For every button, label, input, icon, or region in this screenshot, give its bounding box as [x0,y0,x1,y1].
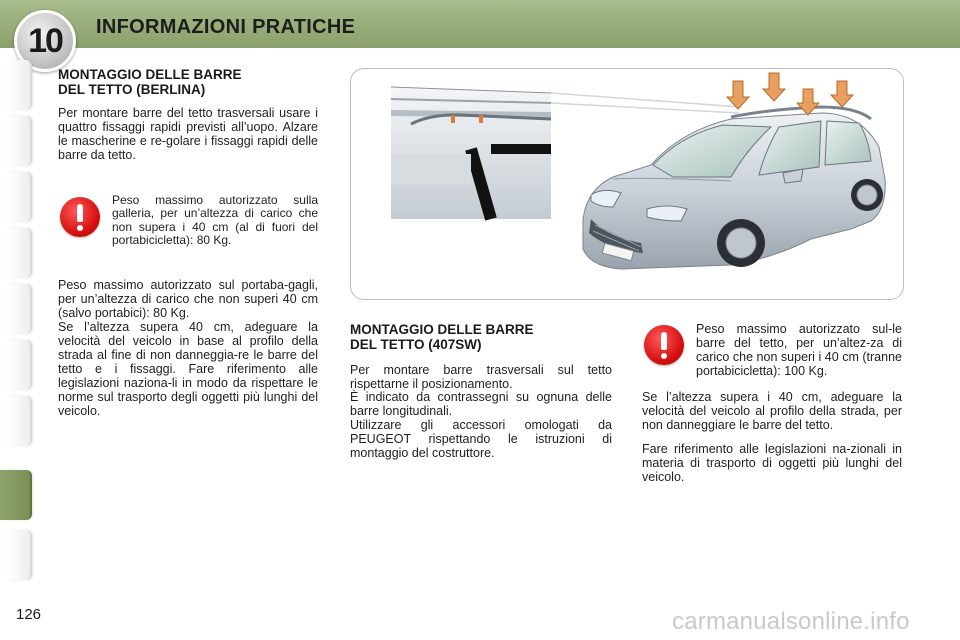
car-body [583,107,885,269]
chapter-tab[interactable] [8,340,32,390]
chapter-tab[interactable] [8,172,32,222]
car-illustration [351,69,903,299]
chapter-tab[interactable] [8,60,32,110]
chapter-tabs [0,60,34,580]
sw-paragraph-2: È indicato da contrassegni su ognuna delle barre longitudinali. [350,390,612,418]
warning-icon [60,197,100,237]
chapter-tab[interactable] [8,284,32,334]
section-title-sw: MONTAGGIO DELLE BARRE DEL TETTO (407SW) [350,322,534,352]
sw-paragraph-1: Per montare barre trasversali sul tetto rispettarne il posizionamento. [350,363,612,391]
arrow-down-icon [797,89,819,115]
warning-icon [644,325,684,365]
arrow-down-icon [831,81,853,107]
berlina-body-1: Peso massimo autorizzato sul portaba-gagli, per un’altezza di carico che non superi 40 cm (salvo portabici): 80 Kg. [58,278,318,320]
page-number: 126 [16,606,42,623]
chapter-tab[interactable] [8,116,32,166]
sw-paragraph-5: Fare riferimento alle legislazioni na-zionali in materia di trasporto di oggetti più lunghi del veicolo. [642,442,902,484]
berlina-body-2: Se l’altezza supera 40 cm, adeguare la velocità del veicolo in base al profilo della strada al fine di non danneggia-re le barre del tetto e i fissaggi. Fare riferimento alle legislazioni naziona-li in modo da rispettare le norme sul trasporto degli oggetti più lunghi del veicolo. [58,320,318,418]
arrow-down-icon [727,81,749,109]
berlina-warning-text: Peso massimo autorizzato sulla galleria, per un’altezza di carico che non supera i 40 cm (al di fuori del portabicicletta): 80 Kg. [112,193,318,247]
section-title-berlina: MONTAGGIO DELLE BARRE DEL TETTO (BERLINA) [58,67,242,97]
chapter-tab[interactable] [8,396,32,446]
sw-paragraph-4: Se l’altezza supera i 40 cm, adeguare la velocità del veicolo al profilo della strada, per non danneggiare le barre del tetto. [642,390,902,432]
chapter-tab-active[interactable] [0,470,32,520]
watermark: carmanualsonline.info [672,608,910,635]
page-title: INFORMAZIONI PRATICHE [96,16,356,38]
berlina-intro: Per montare barre del tetto trasversali usare i quattro fissaggi rapidi previsti all’uopo. Alzare le mascherine e re-golare i fissaggi rapidi delle barre da tetto. [58,106,318,162]
roof-bars-illustration [350,68,904,300]
arrow-down-icon [763,73,785,101]
sw-warning-text: Peso massimo autorizzato sul-le barre del tetto, per un’altez-za di carico che non superi i 40 cm (tranne portabicicletta): 100 Kg. [696,322,902,378]
chapter-number: 10 [28,21,62,60]
chapter-tab[interactable] [8,228,32,278]
chapter-tab[interactable] [8,530,32,580]
sw-paragraph-3: Utilizzare gli accessori omologati da PEUGEOT rispettando le istruzioni di montaggio del costruttore. [350,418,612,460]
